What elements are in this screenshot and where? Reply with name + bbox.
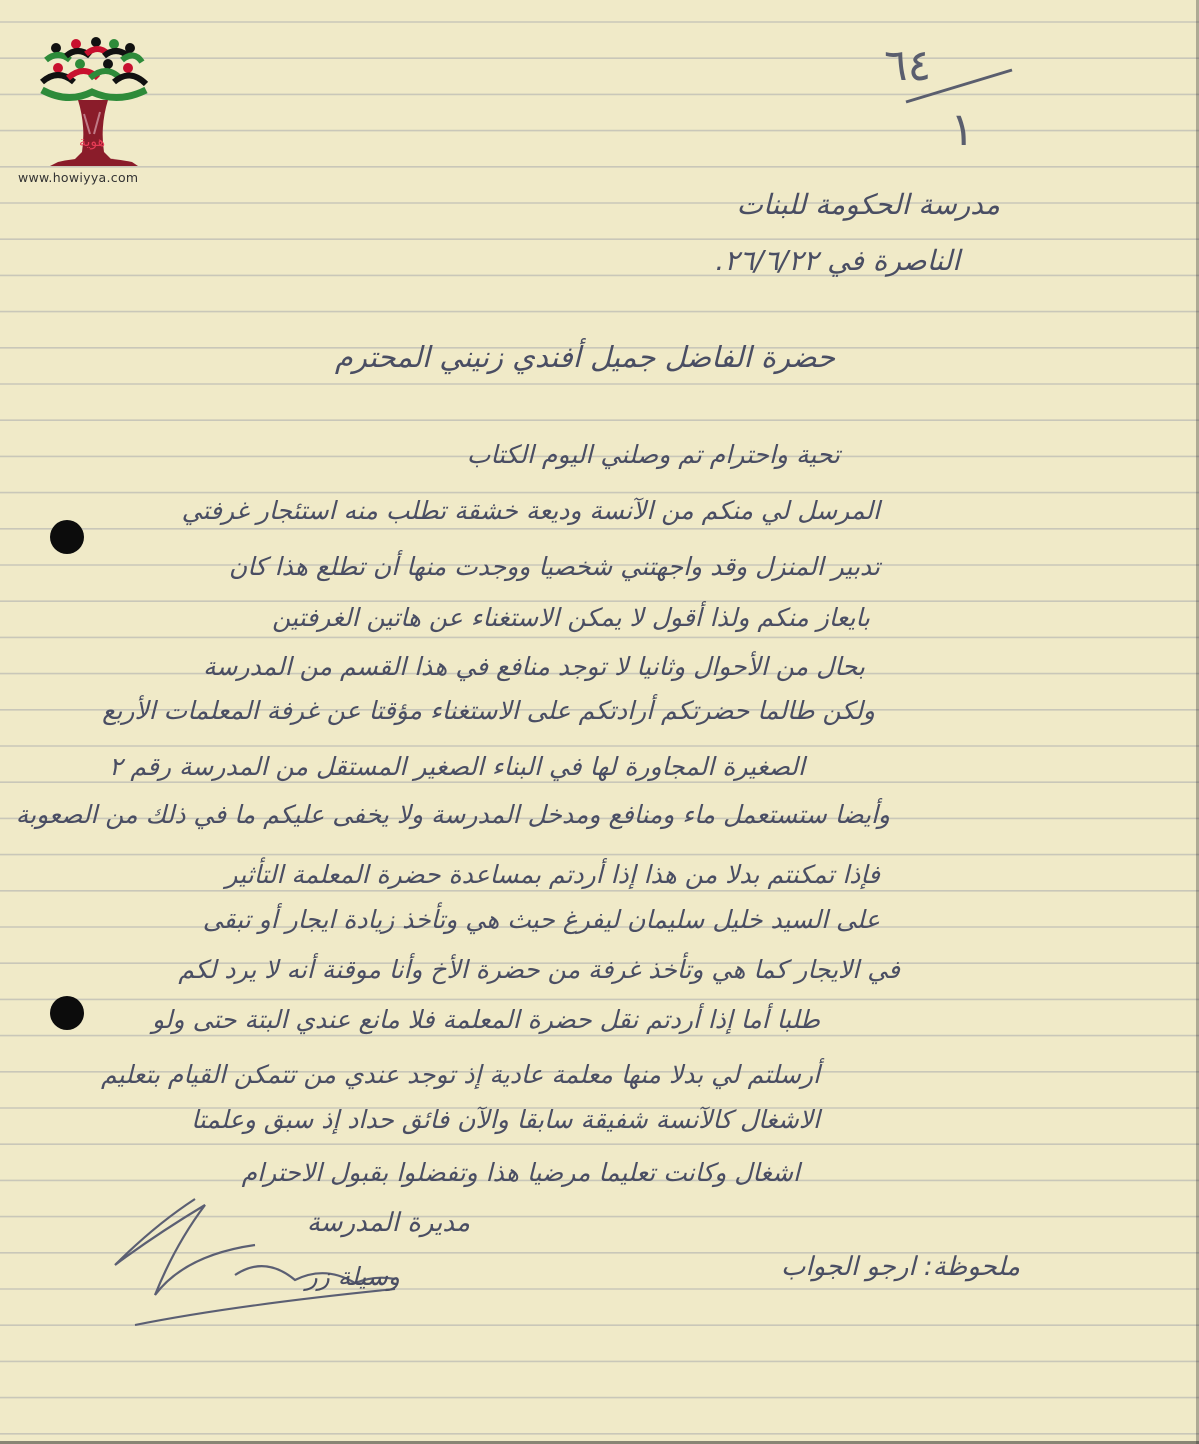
body-line: تدبير المنزل وقد واجهتني شخصيا ووجدت منها أن تطلع هذا كان xyxy=(228,552,880,581)
body-line: ولكن طالما حضرتكم أرادتكم على الاستغناء مؤقتا عن غرفة المعلمات الأربع xyxy=(102,696,875,725)
folio-number-bottom: ١ xyxy=(950,102,975,156)
body-line: في الايجار كما هي وتأخذ غرفة من حضرة الأخ وأنا موقنة أنه لا يرد لكم xyxy=(178,955,900,984)
body-line: الاشغال كالآنسة شفيقة سابقا والآن فائق حداد إذ سبق وعلمتا xyxy=(191,1105,820,1134)
body-line: طلبا أما إذا أردتم نقل حضرة المعلمة فلا مانع عندي البتة حتى ولو xyxy=(152,1005,820,1034)
body-line: فإذا تمكنتم بدلا من هذا إذا أردتم بمساعدة حضرة المعلمة التأثير xyxy=(225,860,880,889)
howiyya-tree-logo xyxy=(28,24,158,194)
salutation: حضرة الفاضل جميل أفندي زنيني المحترم xyxy=(334,340,836,374)
place-date: الناصرة في ٢٦/٦/٢٢. xyxy=(715,244,960,277)
closing-role: مديرة المدرسة xyxy=(306,1208,470,1238)
body-line: أرسلتم لي بدلا منها معلمة عادية إذ توجد عندي من تتمكن القيام بتعليم xyxy=(100,1060,820,1089)
punch-hole-upper xyxy=(50,520,84,554)
punch-hole-lower xyxy=(50,996,84,1030)
body-line: الصغيرة المجاورة لها في البناء الصغير المستقل من المدرسة رقم ٢ xyxy=(109,752,805,781)
signature-name: وسيلة زر xyxy=(305,1262,400,1291)
body-line: اشغال وكانت تعليما مرضيا هذا وتفضلوا بقبول الاحترام xyxy=(241,1158,800,1187)
body-line: وأيضا ستستعمل ماء ومنافع ومدخل المدرسة ولا يخفى عليكم ما في ذلك من الصعوبة xyxy=(15,800,890,829)
body-line: بحال من الأحوال وثانيا لا توجد منافع في هذا القسم من المدرسة xyxy=(203,652,865,681)
body-line: على السيد خليل سليمان ليفرغ حيث هي وتأخذ زيادة ايجار أو تبقى xyxy=(202,905,880,934)
body-line: تحية واحترام تم وصلني اليوم الكتاب xyxy=(466,440,840,469)
handwritten-signature xyxy=(95,1185,425,1335)
logo-brand-text: هوية xyxy=(78,134,106,150)
logo-url: www.howiyya.com xyxy=(18,170,139,185)
body-line: المرسل لي منكم من الآنسة وديعة خشقة تطلب منه استئجار غرفتي xyxy=(181,496,880,525)
body-line: بايعاز منكم ولذا أقول لا يمكن الاستغناء عن هاتين الغرفتين xyxy=(272,603,870,632)
postscript-note: ملحوظة: ارجو الجواب xyxy=(780,1252,1020,1282)
folio-number-top: ٦٤ xyxy=(884,40,932,91)
school-name: مدرسة الحكومة للبنات xyxy=(736,188,1000,221)
